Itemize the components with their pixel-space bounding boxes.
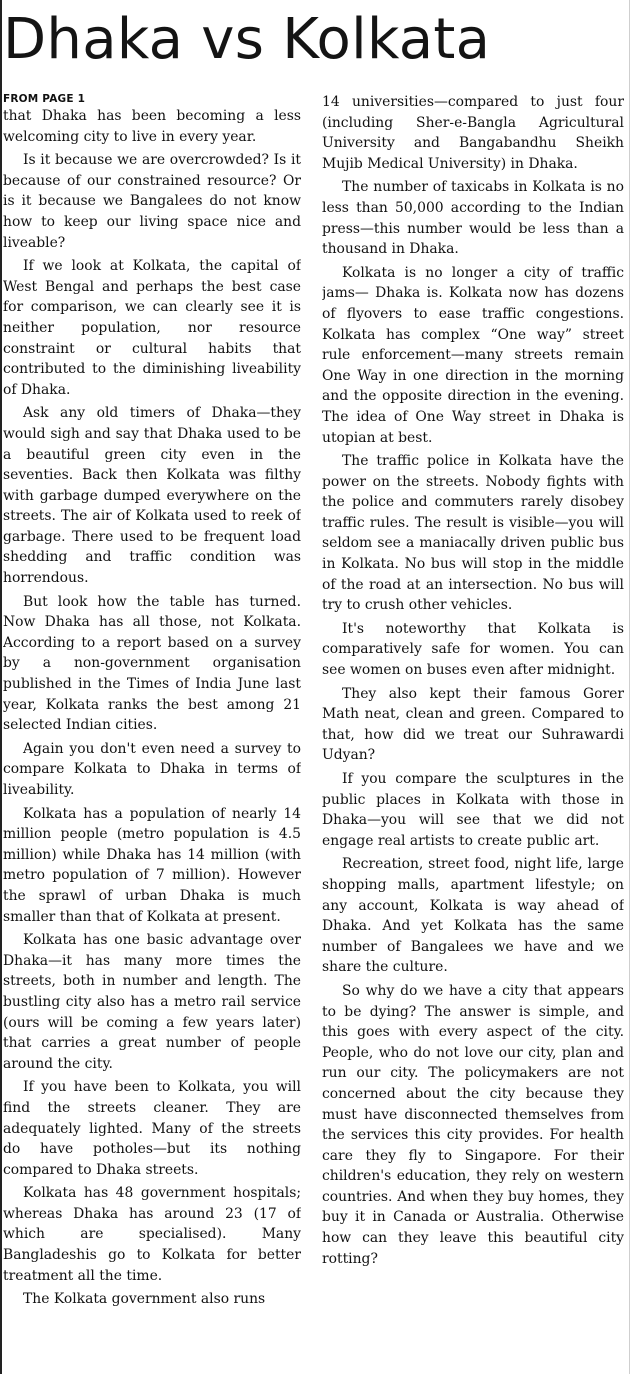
paragraph: 14 universities—compared to just four (including Sher-e-Bangla Agricultural University and Bangabandhu Sheikh Mujib Medical University) in Dhaka. xyxy=(322,94,624,172)
paragraph: It's noteworthy that Kolkata is comparatively safe for women. You can see women on buses even after midnight. xyxy=(322,620,624,679)
paragraph: Is it because we are overcrowded? Is it because of our constrained resource? Or is it because we Bangalees do not know how to keep our living space nice and liveable? xyxy=(3,152,301,251)
paragraph: Kolkata has 48 government hospitals; whereas Dhaka has around 23 (17 of which are specialised). Many Bangladeshis go to Kolkata for better treatment all the time. xyxy=(3,1185,301,1284)
paragraph: Kolkata has a population of nearly 14 million people (metro population is 4.5 million) while Dhaka has 14 million (with metro population of 7 million). However the sprawl of urban Dhaka is much smaller than that of Kolkata at present. xyxy=(3,805,301,925)
paragraph: But look how the table has turned. Now Dhaka has all those, not Kolkata. According to a report based on a survey by a non-government organisation published in the Times of India June last year, Kolkata ranks the best among 21 selected Indian cities. xyxy=(3,593,301,734)
left-column-rule xyxy=(0,0,2,1374)
paragraph: Kolkata has one basic advantage over Dhaka—it has many more times the streets, both in number and length. The bustling city also has a metro rail service (ours will be coming a few years later) that carries a great number of people around the city. xyxy=(3,932,301,1072)
left-column xyxy=(3,92,301,1372)
paragraph: They also kept their famous Gorer Math neat, clean and green. Compared to that, how did we treat our Suhrawardi Udyan? xyxy=(322,685,624,764)
paragraph: The Kolkata government also runs xyxy=(23,1291,266,1308)
headline: Dhaka vs Kolkata xyxy=(3,7,491,72)
paragraph: that Dhaka has been becoming a less welcoming city to live in every year. xyxy=(3,108,301,145)
paragraph: So why do we have a city that appears to be dying? The answer is simple, and this goes with every aspect of the city. People, who do not love our city, plan and run our city. The policymakers are not concerned about the city because they must have disconnected themselves from the services this city provides. For health care they fly to Singapore. For their children's education, they rely on western countries. And when they buy homes, they buy it in Canada or Australia. Otherwise how can they leave this beautiful city rotting? xyxy=(322,982,624,1267)
paragraph: Ask any old timers of Dhaka—they would sigh and say that Dhaka used to be a beautiful green city even in the seventies. Back then Kolkata was filthy with garbage dumped everywhere on the streets. The air of Kolkata used to reek of garbage. There used to be frequent load shedding and traffic condition was horrendous. xyxy=(3,405,301,587)
paragraph: If you compare the sculptures in the public places in Kolkata with those in Dhaka—you will see that we did not engage real artists to create public art. xyxy=(322,771,624,849)
paragraph: Recreation, street food, night life, large shopping malls, apartment lifestyle; on any account, Kolkata is way ahead of Dhaka. And yet Kolkata has the same number of Bangalees we have and we share the culture. xyxy=(322,856,624,976)
paragraph: The traffic police in Kolkata have the power on the streets. Nobody fights with the police and commuters rarely disobey traffic rules. The result is visible—you will seldom see a maniacally driven public bus in Kolkata. No bus will stop in the middle of the road at an intersection. No bus will try to crush other vehicles. xyxy=(322,453,624,614)
paragraph: Kolkata is no longer a city of traffic jams— Dhaka is. Kolkata now has dozens of flyovers to ease traffic congestions. Kolkata has complex “One way” street rule enforcement—many streets remain One Way in one direction in the morning and the opposite direction in the evening. The idea of One Way street in Dhaka is utopian at best. xyxy=(322,264,624,446)
right-column xyxy=(322,92,624,1372)
paragraph: If we look at Kolkata, the capital of West Bengal and perhaps the best case for comparison, we can clearly see it is neither population, nor resource constraint or cultural habits that contributed to the diminishing liveability of Dhaka. xyxy=(3,258,301,398)
right-edge-rule xyxy=(629,0,630,1374)
paragraph: Again you don't even need a survey to compare Kolkata to Dhaka in terms of liveability. xyxy=(3,740,301,798)
continuation-kicker: FROM PAGE 1 xyxy=(3,93,86,105)
paragraph: If you have been to Kolkata, you will find the streets cleaner. They are adequately lighted. Many of the streets do have potholes—but its nothing compared to Dhaka streets. xyxy=(3,1079,301,1178)
paragraph: The number of taxicabs in Kolkata is no less than 50,000 according to the Indian press—this number would be less than a thousand in Dhaka. xyxy=(322,179,624,258)
